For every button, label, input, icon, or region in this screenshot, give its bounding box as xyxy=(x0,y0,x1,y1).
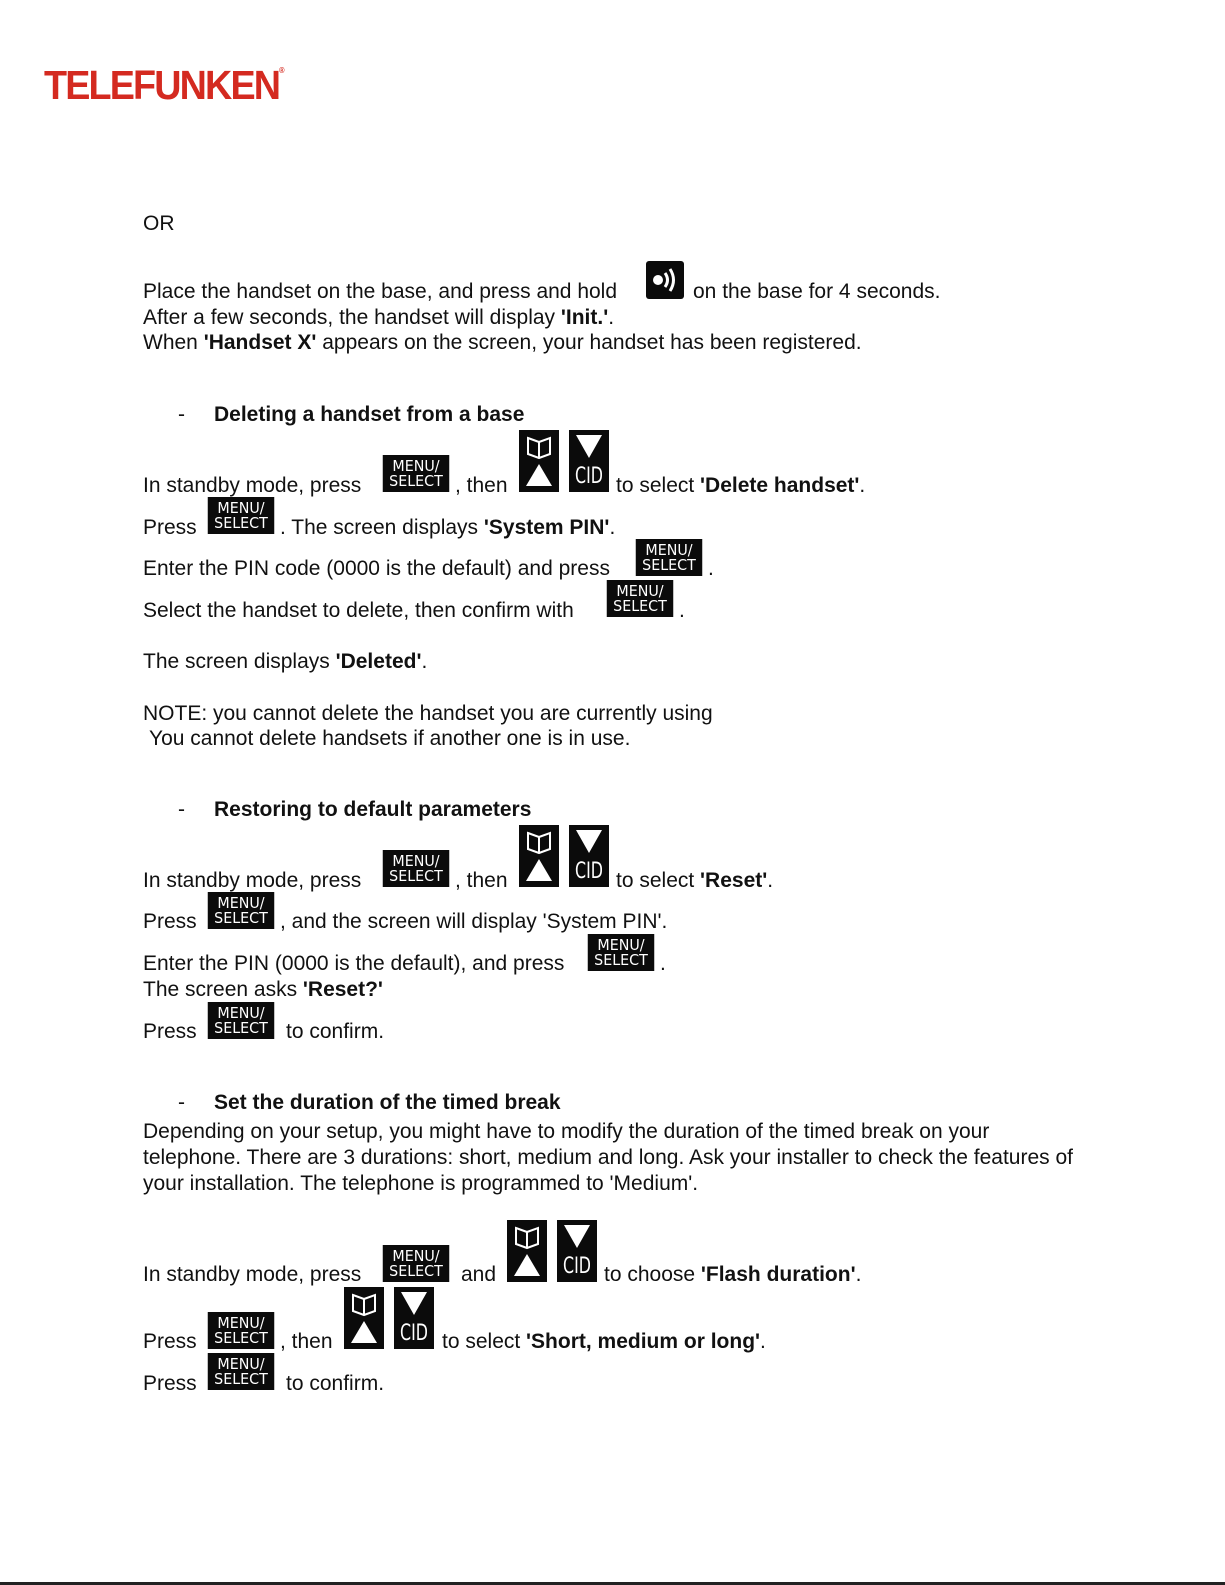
delete-step-1-then: , then xyxy=(455,474,508,497)
down-arrow-cid-icon: CID xyxy=(557,1220,597,1282)
reset-step-1-then: , then xyxy=(455,869,508,892)
flash-step-1-and: and xyxy=(461,1263,497,1286)
bullet-dash: - xyxy=(178,798,185,821)
menu-select-key-icon: MENU/ SELECT xyxy=(607,580,674,617)
flash-step-1-choose: to choose 'Flash duration'. xyxy=(604,1263,862,1286)
flash-step-2-select: to select 'Short, medium or long'. xyxy=(442,1330,766,1353)
registered-line: When 'Handset X' appears on the screen, your handset has been registered. xyxy=(143,331,862,354)
reset-step-5-end: to confirm. xyxy=(286,1020,385,1043)
section-heading-reset: Restoring to default parameters xyxy=(214,798,532,821)
note-line-2: You cannot delete handsets if another one is in use. xyxy=(149,727,631,750)
note-line-1: NOTE: you cannot delete the handset you are currently using xyxy=(143,702,713,725)
book-up-arrow-icon xyxy=(344,1287,384,1349)
flash-step-3-end: to confirm. xyxy=(286,1372,385,1395)
deleted-line: The screen displays 'Deleted'. xyxy=(143,650,428,673)
delete-step-1: In standby mode, press xyxy=(143,474,362,497)
init-line: After a few seconds, the handset will display 'Init.'. xyxy=(143,306,615,329)
reset-step-2-end: , and the screen will display 'System PIN'. xyxy=(280,910,668,933)
book-up-arrow-icon xyxy=(507,1220,547,1282)
delete-step-1-select: to select 'Delete handset'. xyxy=(616,474,866,497)
down-arrow-cid-icon: CID xyxy=(569,430,609,492)
delete-step-3-end: . xyxy=(708,557,714,580)
flash-step-3: Press xyxy=(143,1372,197,1395)
menu-select-key-icon: MENU/ SELECT xyxy=(383,850,450,887)
delete-step-3: Enter the PIN code (0000 is the default) and press xyxy=(143,557,610,580)
menu-select-key-icon: MENU/ SELECT xyxy=(588,934,655,971)
reset-step-1: In standby mode, press xyxy=(143,869,362,892)
flash-description: Depending on your setup, you might have to modify the duration of the timed break on your telephone. There are 3 durations: short, medium and long. Ask your installer to check the features of your installation. The telephone is programmed to 'Medium'. xyxy=(143,1120,1073,1195)
menu-select-key-icon: MENU/ SELECT xyxy=(208,1312,275,1349)
reset-step-3-end: . xyxy=(660,952,666,975)
menu-select-key-icon: MENU/ SELECT xyxy=(208,1002,275,1039)
book-up-arrow-icon xyxy=(519,430,559,492)
menu-select-key-icon: MENU/ SELECT xyxy=(208,892,275,929)
flash-step-1: In standby mode, press xyxy=(143,1263,362,1286)
menu-select-key-icon: MENU/ SELECT xyxy=(208,1353,275,1390)
telefunken-logo: TELEFUNKEN® xyxy=(44,62,285,108)
hold-page-line: Place the handset on the base, and press and hold xyxy=(143,280,618,303)
delete-step-4-end: . xyxy=(679,599,685,622)
book-up-arrow-icon xyxy=(519,825,559,887)
delete-step-4: Select the handset to delete, then confirm with xyxy=(143,599,574,622)
section-heading-delete: Deleting a handset from a base xyxy=(214,403,525,426)
hold-page-line-end: on the base for 4 seconds. xyxy=(693,280,941,303)
down-arrow-cid-icon: CID xyxy=(569,825,609,887)
reset-step-2: Press xyxy=(143,910,197,933)
delete-step-2: Press xyxy=(143,516,197,539)
down-arrow-cid-icon: CID xyxy=(394,1287,434,1349)
bullet-dash: - xyxy=(178,1091,185,1114)
reset-step-3: Enter the PIN (0000 is the default), and press xyxy=(143,952,565,975)
or-label: OR xyxy=(143,212,175,235)
reset-step-4: The screen asks 'Reset?' xyxy=(143,978,383,1001)
menu-select-key-icon: MENU/ SELECT xyxy=(208,497,275,534)
menu-select-key-icon: MENU/ SELECT xyxy=(383,455,450,492)
page-speaker-icon xyxy=(646,261,684,299)
flash-step-2-then: , then xyxy=(280,1330,333,1353)
section-heading-flash: Set the duration of the timed break xyxy=(214,1091,561,1114)
flash-step-2: Press xyxy=(143,1330,197,1353)
menu-select-key-icon: MENU/ SELECT xyxy=(383,1245,450,1282)
reset-step-5: Press xyxy=(143,1020,197,1043)
delete-step-2-end: . The screen displays 'System PIN'. xyxy=(280,516,616,539)
menu-select-key-icon: MENU/ SELECT xyxy=(636,539,703,576)
reset-step-1-select: to select 'Reset'. xyxy=(616,869,774,892)
bullet-dash: - xyxy=(178,403,185,426)
